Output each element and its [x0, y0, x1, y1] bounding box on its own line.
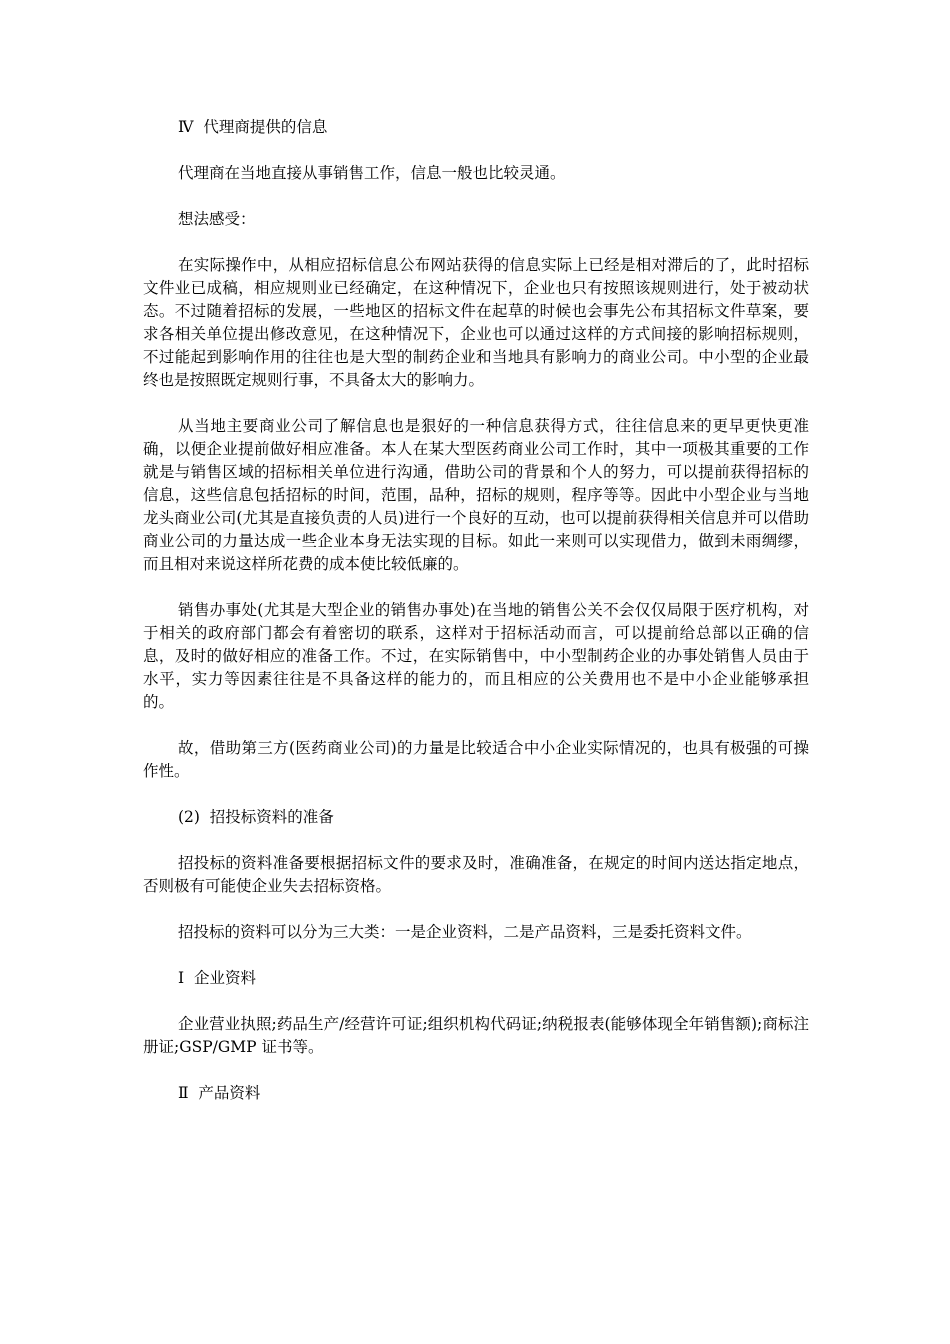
- paragraph-materials-prep: 招投标的资料准备要根据招标文件的要求及时，准确准备，在规定的时间内送达指定地点，否则极有可能使企业失去招标资格。: [143, 854, 809, 895]
- paragraph-materials-categories: 招投标的资料可以分为三大类：一是企业资料，二是产品资料，三是委托资料文件。: [178, 923, 752, 941]
- heading-thoughts: 想法感受：: [178, 210, 256, 228]
- paragraph-third-party: 故，借助第三方(医药商业公司)的力量是比较适合中小企业实际情况的，也具有极强的可操作性。: [143, 739, 809, 780]
- paragraph-local-commerce: 从当地主要商业公司了解信息也是狠好的一种信息获得方式，往往信息来的更早更快更准确，以便企业提前做好相应准备。本人在某大型医药商业公司工作时，其中一项极其重要的工作就是与销售区域的招标相关单位进行沟通，借助公司的背景和个人的努力，可以提前获得招标的信息，这些信息包括招标的时间，范围，品种，招标的规则，程序等等。因此中小型企业与当地龙头商业公司(尤其是直接负责的人员)进行一个良好的互动，也可以提前获得相关信息并可以借助商业公司的力量达成一些企业本身无法实现的目标。如此一来则可以实现借力，做到未雨绸缪，而且相对来说这样所花费的成本使比较低廉的。: [143, 417, 809, 573]
- paragraph-practical-operation: 在实际操作中，从相应招标信息公布网站获得的信息实际上已经是相对滞后的了，此时招标文件业已成稿，相应规则业已经确定，在这种情况下，企业也只有按照该规则进行，处于被动状态。不过随着招标的发展，一些地区的招标文件在起草的时候也会事先公布其招标文件草案，要求各相关单位提出修改意见，在这种情况下，企业也可以通过这样的方式间接的影响招标规则，不过能起到影响作用的往往也是大型的制药企业和当地具有影响力的商业公司。中小型的企业最终也是按照既定规则行事，不具备太大的影响力。: [143, 256, 809, 389]
- heading-agent-info: Ⅳ 代理商提供的信息: [178, 118, 328, 136]
- paragraph-enterprise-docs: 企业营业执照;药品生产/经营许可证;组织机构代码证;纳税报表(能够体现全年销售额);商标注册证;GSP/GMP 证书等。: [143, 1015, 809, 1056]
- heading-bid-materials: (2) 招投标资料的准备: [178, 808, 334, 826]
- paragraph-agent-info: 代理商在当地直接从事销售工作，信息一般也比较灵通。: [178, 164, 566, 182]
- document-body: [143, 116, 809, 1128]
- heading-enterprise-materials: Ⅰ 企业资料: [178, 969, 256, 987]
- paragraph-sales-office: 销售办事处(尤其是大型企业的销售办事处)在当地的销售公关不会仅仅局限于医疗机构，对于相关的政府部门都会有着密切的联系，这样对于招标活动而言，可以提前给总部以正确的信息，及时的做好相应的准备工作。不过，在实际销售中，中小型制药企业的办事处销售人员由于水平，实力等因素往往是不具备这样的能力的，而且相应的公关费用也不是中小企业能够承担的。: [143, 601, 809, 711]
- heading-product-materials: Ⅱ 产品资料: [178, 1084, 261, 1102]
